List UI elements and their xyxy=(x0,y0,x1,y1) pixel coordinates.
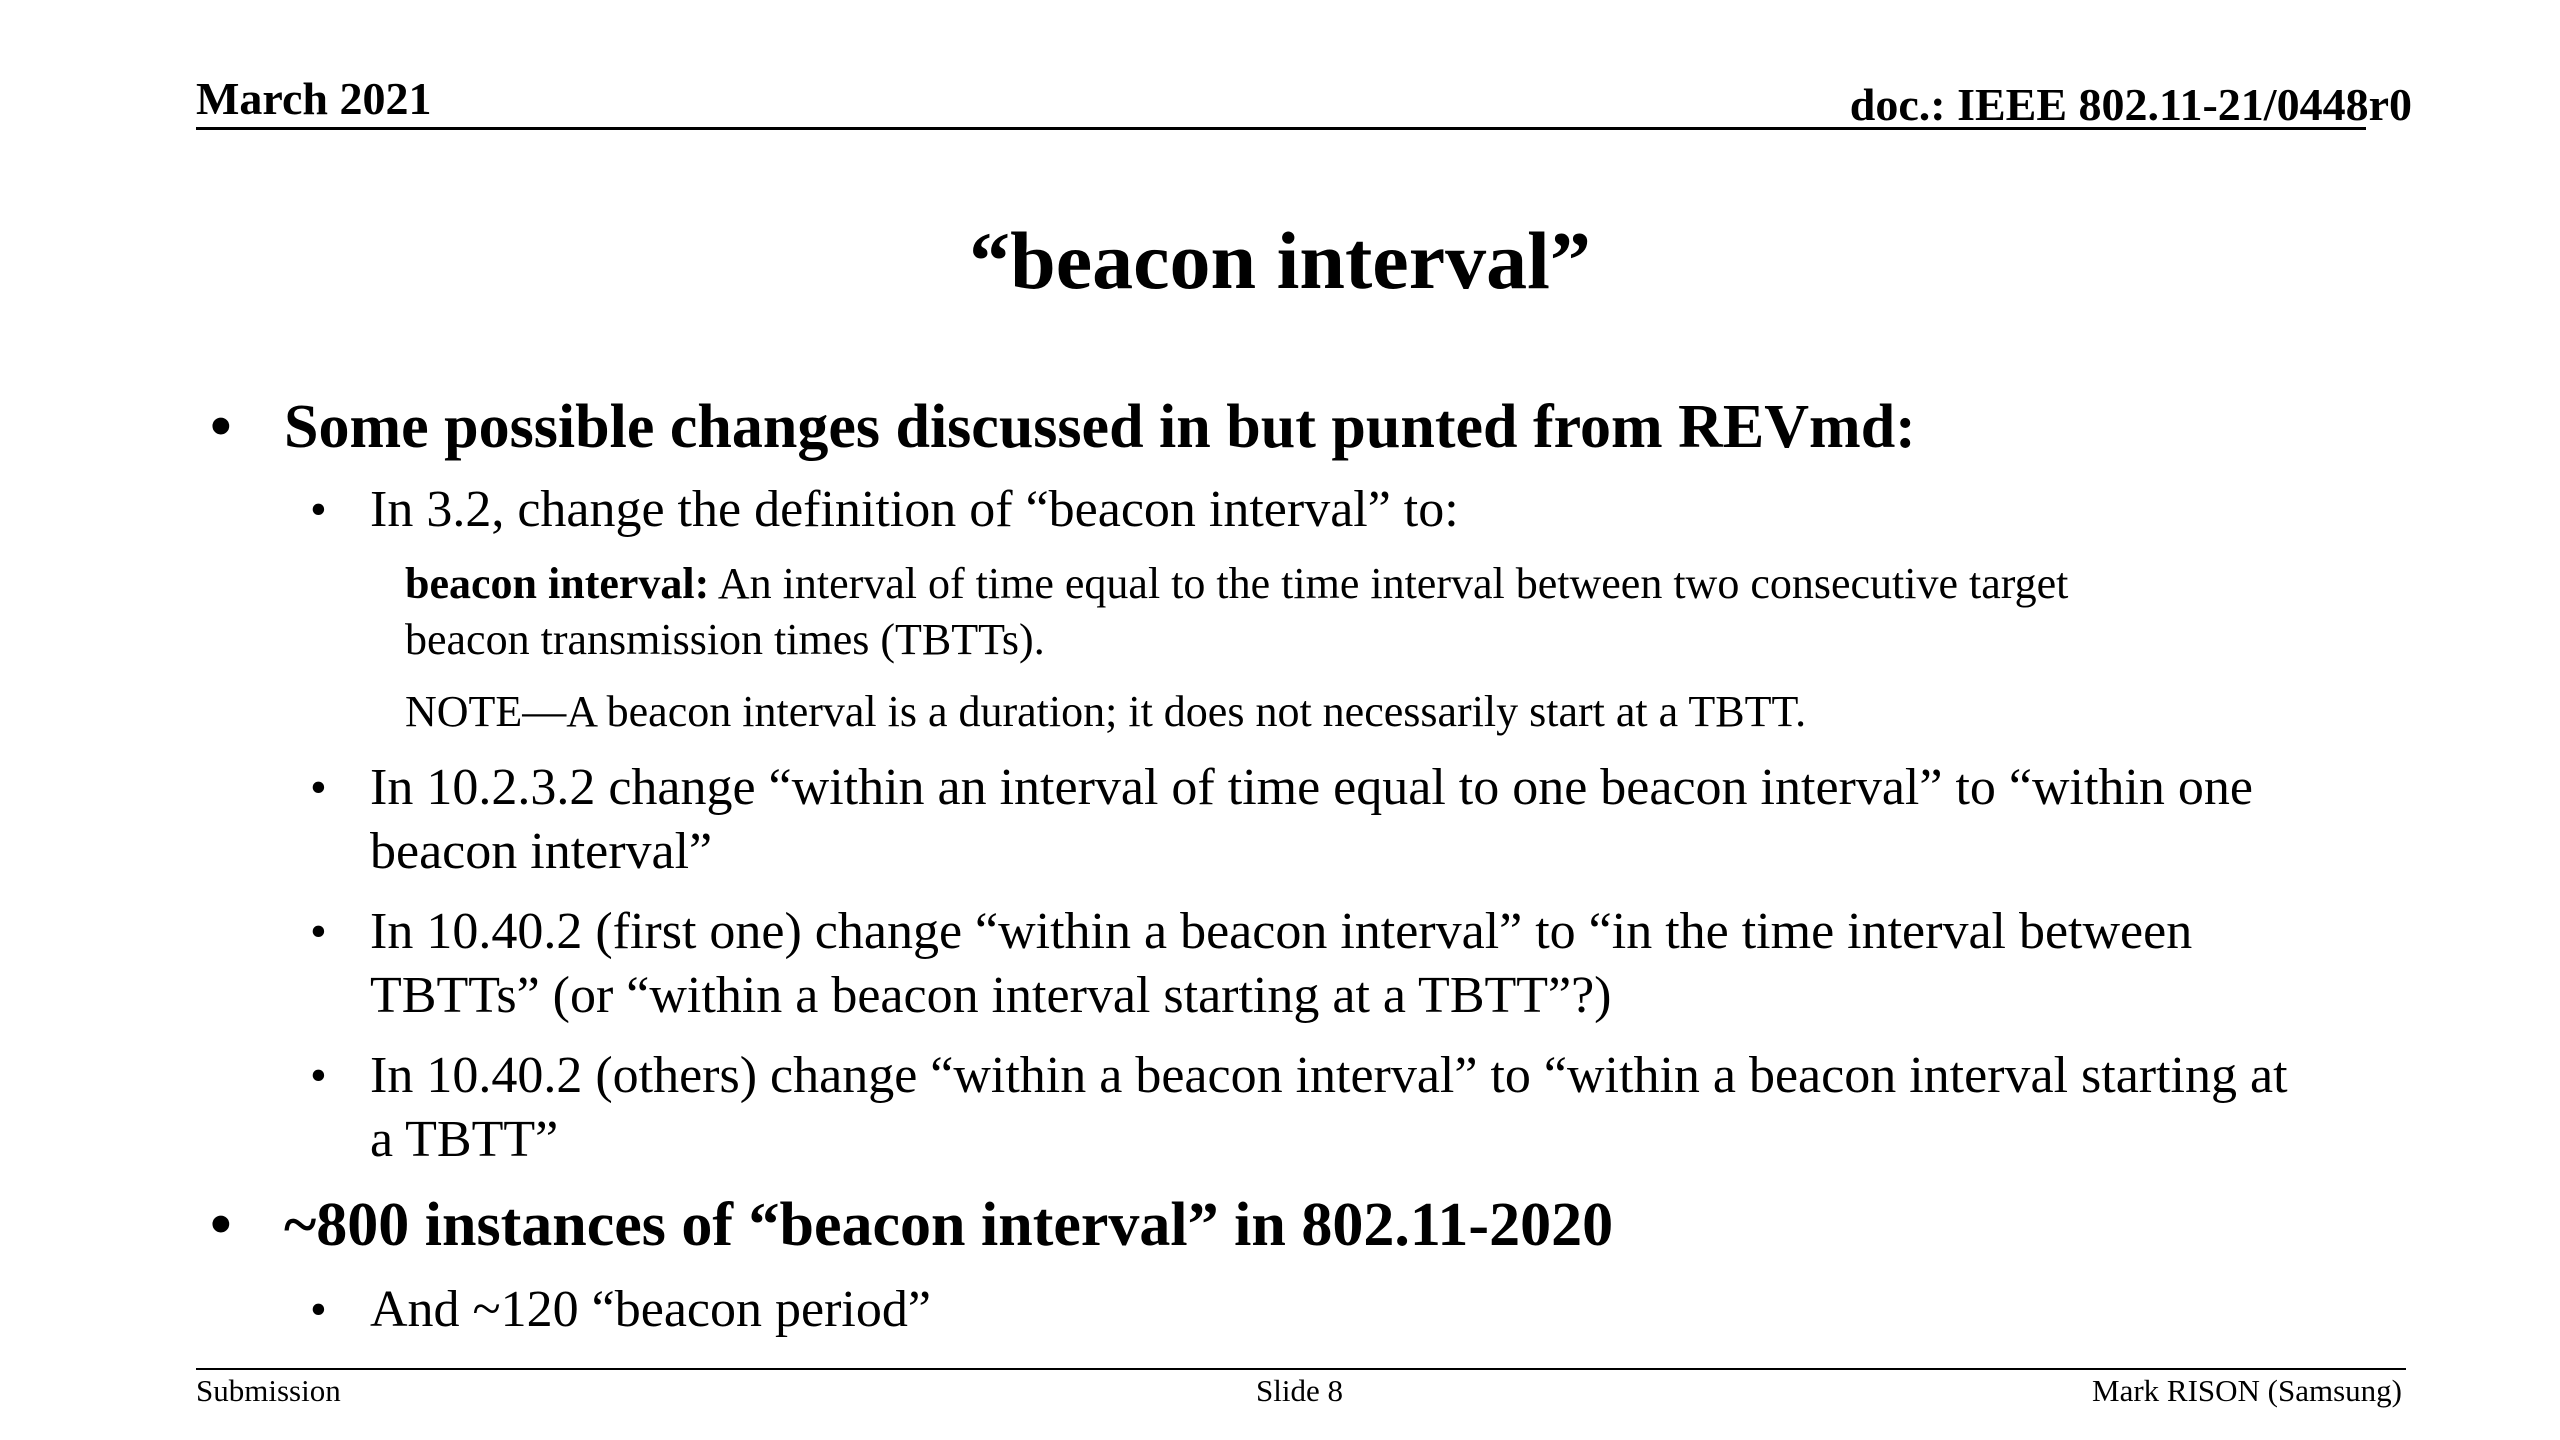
sub-bullet-marker: • xyxy=(310,905,327,958)
sub-bullet-1-2-line2: beacon interval” xyxy=(370,823,713,880)
definition-note: NOTE—A beacon interval is a duration; it does not necessarily start at a TBTT. xyxy=(405,687,1807,736)
sub-bullet-1-3-line2: TBTTs” (or “within a beacon interval starting at a TBTT”?) xyxy=(370,967,1612,1024)
sub-bullet-1-3-line1: In 10.40.2 (first one) change “within a beacon interval” to “in the time interval between xyxy=(370,903,2193,960)
sub-bullet-1-4-line1: In 10.40.2 (others) change “within a beacon interval” to “within a beacon interval starting at xyxy=(370,1047,2288,1104)
sub-bullet-2-1: And ~120 “beacon period” xyxy=(370,1281,931,1338)
sub-bullet-1-4-line2: a TBTT” xyxy=(370,1111,559,1168)
footer-slide-number: Slide 8 xyxy=(1256,1373,1343,1408)
header-doc-id: doc.: IEEE 802.11-21/0448r0 xyxy=(1849,79,2412,130)
definition-text-line1: An interval of time equal to the time interval between two consecutive target xyxy=(709,559,2069,608)
sub-bullet-1-2-line1: In 10.2.3.2 change “within an interval of time equal to one beacon interval” to “within one xyxy=(370,759,2253,816)
definition-text-line2: beacon transmission times (TBTTs). xyxy=(405,615,1045,664)
sub-bullet-1-1: In 3.2, change the definition of “beacon interval” to: xyxy=(370,481,1459,538)
sub-bullet-marker: • xyxy=(310,761,327,814)
footer-author: Mark RISON (Samsung) xyxy=(2092,1373,2402,1408)
bullet-marker: • xyxy=(210,393,232,461)
definition-term: beacon interval: xyxy=(405,559,710,608)
header-date: March 2021 xyxy=(196,73,432,124)
bullet-2-text: ~800 instances of “beacon interval” in 802.11-2020 xyxy=(284,1191,1614,1259)
slide-title: “beacon interval” xyxy=(969,215,1591,306)
footer-divider xyxy=(196,1368,2406,1370)
footer-submission: Submission xyxy=(196,1373,341,1408)
sub-bullet-marker: • xyxy=(310,483,327,536)
bullet-marker: • xyxy=(210,1191,232,1259)
sub-bullet-marker: • xyxy=(310,1283,327,1336)
header-divider xyxy=(196,127,2366,130)
definition-block xyxy=(405,556,2068,612)
bullet-1-text: Some possible changes discussed in but punted from REVmd: xyxy=(284,393,1916,461)
sub-bullet-marker: • xyxy=(310,1049,327,1102)
